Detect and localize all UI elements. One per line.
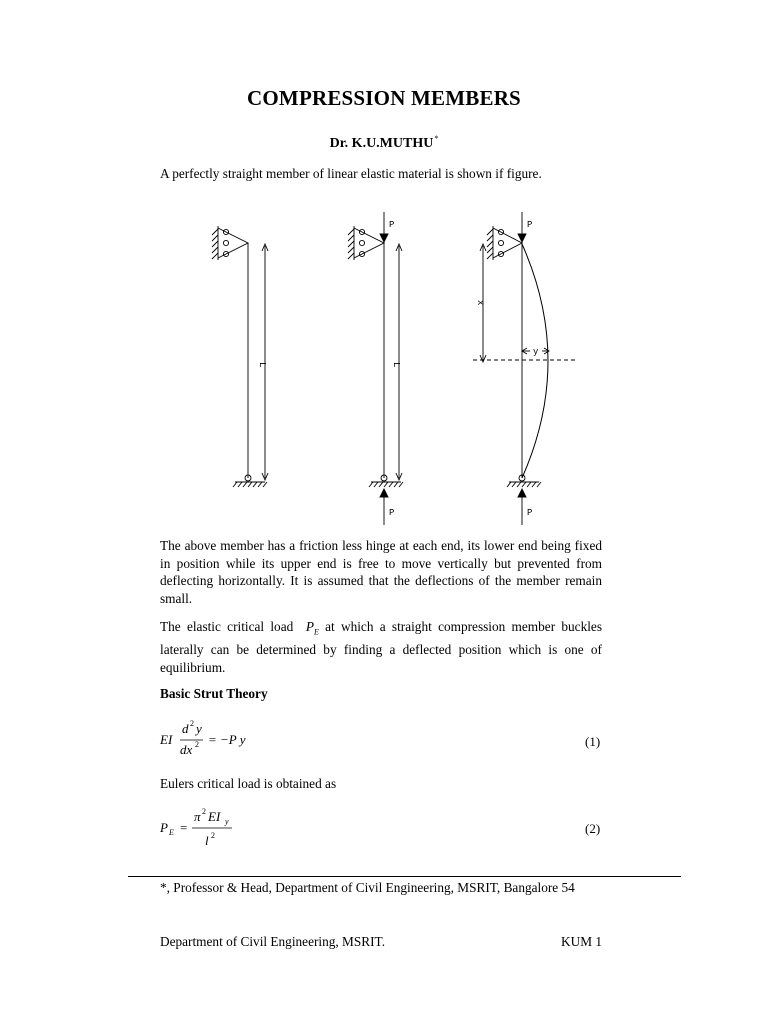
length-label-2: L <box>391 362 401 368</box>
load-label-bottom-2: P <box>389 508 395 518</box>
eq1-num-exp: 2 <box>190 719 194 728</box>
equation-1 <box>158 716 288 760</box>
eq2-num-sub: y <box>225 817 229 826</box>
author-footnote-mark: * <box>434 134 439 143</box>
column-3 <box>473 212 576 525</box>
page-title: COMPRESSION MEMBERS <box>247 86 521 110</box>
column-figure <box>0 200 768 530</box>
length-label-1: L <box>257 362 267 368</box>
equation-1-number: (1) <box>585 734 601 749</box>
critical-symbol: P <box>305 619 314 634</box>
column-2 <box>348 212 403 525</box>
eq2-den: l <box>205 833 209 848</box>
eq2-lhs-sub: E <box>169 828 174 837</box>
x-label: x <box>475 300 485 306</box>
eq2-equals: = <box>180 820 188 835</box>
section-heading: Basic Strut Theory <box>160 686 268 701</box>
eq2-den-exp: 2 <box>211 831 215 840</box>
critical-text-after: at which a straight compression member buckles laterally can be determined by finding a deflected position which is one of equilibrium. <box>160 619 603 675</box>
eq1-den-exp: 2 <box>195 740 199 749</box>
critical-load-paragraph <box>160 618 602 676</box>
euler-paragraph: Eulers critical load is obtained as <box>160 776 337 791</box>
eq1-den: dx <box>180 742 193 757</box>
load-label-top-3: P <box>527 220 533 230</box>
hinge-paragraph: The above member has a friction less hinge at each end, its lower end being fixed in position while its upper end is free to move vertically but prevented from deflecting horizontally. It is assumed that the deflections of the member remain small. <box>160 538 602 606</box>
footer-department: Department of Civil Engineering, MSRIT. <box>160 934 386 949</box>
eq2-num-ei: EI <box>208 809 221 824</box>
footnote-divider <box>128 876 681 877</box>
footer-page-number: KUM 1 <box>561 934 603 949</box>
eq2-lhs: P <box>160 820 168 835</box>
author-line <box>0 134 768 152</box>
y-label: y <box>533 347 539 357</box>
footnote: *, Professor & Head, Department of Civil Engineering, MSRIT, Bangalore 54 <box>160 880 575 895</box>
critical-symbol-subscript: E <box>313 627 319 637</box>
intro-paragraph: A perfectly straight member of linear elastic material is shown if figure. <box>160 166 542 181</box>
eq1-lhs: EI <box>160 732 173 747</box>
load-label-bottom-3: P <box>527 508 533 518</box>
load-label-top-2: P <box>389 220 395 230</box>
column-1 <box>212 226 268 487</box>
eq1-num-d: d <box>182 721 189 736</box>
equation-2-number: (2) <box>585 821 601 836</box>
eq2-num-exp: 2 <box>202 807 206 816</box>
equation-2 <box>158 804 258 852</box>
author-name: Dr. K.U.MUTHU <box>329 136 434 151</box>
critical-text-before: The elastic critical load <box>160 619 294 634</box>
eq1-rhs: = −P y <box>208 732 246 747</box>
eq2-num-pi: π <box>194 809 201 824</box>
eq1-num-var: y <box>196 721 202 736</box>
